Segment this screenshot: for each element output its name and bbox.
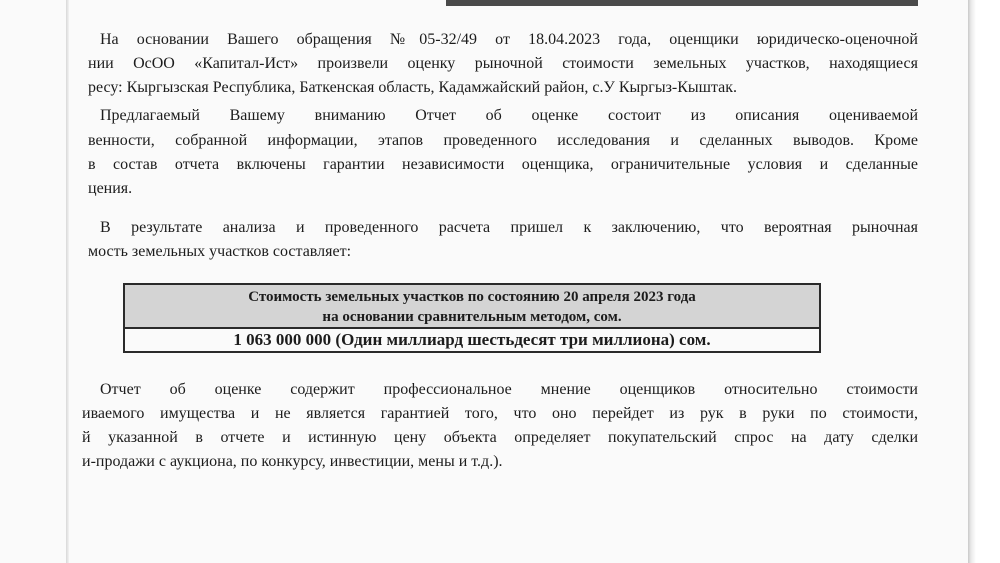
valuation-table-header xyxy=(125,285,819,329)
page-left-edge xyxy=(66,0,69,563)
valuation-table xyxy=(123,283,821,353)
paragraph-1-line-1: На основании Вашего обращения №05-32/49 от 18.04.2023 года, оценщики юридическо-оценочной xyxy=(100,31,918,48)
paragraph-4-line-4: и-продажи с аукциона, по конкурсу, инвестиции, мены и т.д.). xyxy=(82,453,503,470)
page-right-edge xyxy=(968,0,1000,563)
valuation-amount: 1 063 000 000 (Один миллиард шестьдесят три миллиона) сом. xyxy=(233,330,711,349)
paragraph-2-line-4: цения. xyxy=(88,180,133,197)
paragraph-4-line-3: й указанной в отчете и истинную цену объекта определяет покупательский спрос на дату сделки xyxy=(82,429,918,446)
paragraph-4-line-2: иваемого имущества и не является гарантией того, что оно перейдет из рук в руки по стоимости, xyxy=(82,405,918,422)
header-bar xyxy=(446,0,918,6)
paragraph-1-line-3: ресу: Кыргызская Республика, Баткенская область, Кадамжайский район, с.У Кыргыз-Кыштак. xyxy=(88,79,738,96)
paragraph-3-line-2: мость земельных участков составляет: xyxy=(88,243,352,260)
paragraph-2-line-1: Предлагаемый Вашему вниманию Отчет об оценке состоит из описания оцениваемой xyxy=(100,107,918,124)
paragraph-2-line-2: венности, собранной информации, этапов проведенного исследования и сделанных выводов. Кроме xyxy=(88,132,918,149)
valuation-header-line-1: Стоимость земельных участков по состоянию 20 апреля 2023 года xyxy=(248,289,696,305)
paragraph-3-line-1: В результате анализа и проведенного расчета пришел к заключению, что вероятная рыночная xyxy=(100,219,918,236)
paragraph-1-line-2: нии ОсОО «Капитал-Ист» произвели оценку рыночной стоимости земельных участков, находящиеся xyxy=(88,55,918,72)
paragraph-4-line-1: Отчет об оценке содержит профессиональное мнение оценщиков относительно стоимости xyxy=(100,381,918,398)
valuation-header-line-2: на основании сравнительным методом, сом. xyxy=(322,309,622,325)
paragraph-2-line-3: в состав отчета включены гарантии независимости оценщика, ограничительные условия и сделанные xyxy=(88,156,918,173)
